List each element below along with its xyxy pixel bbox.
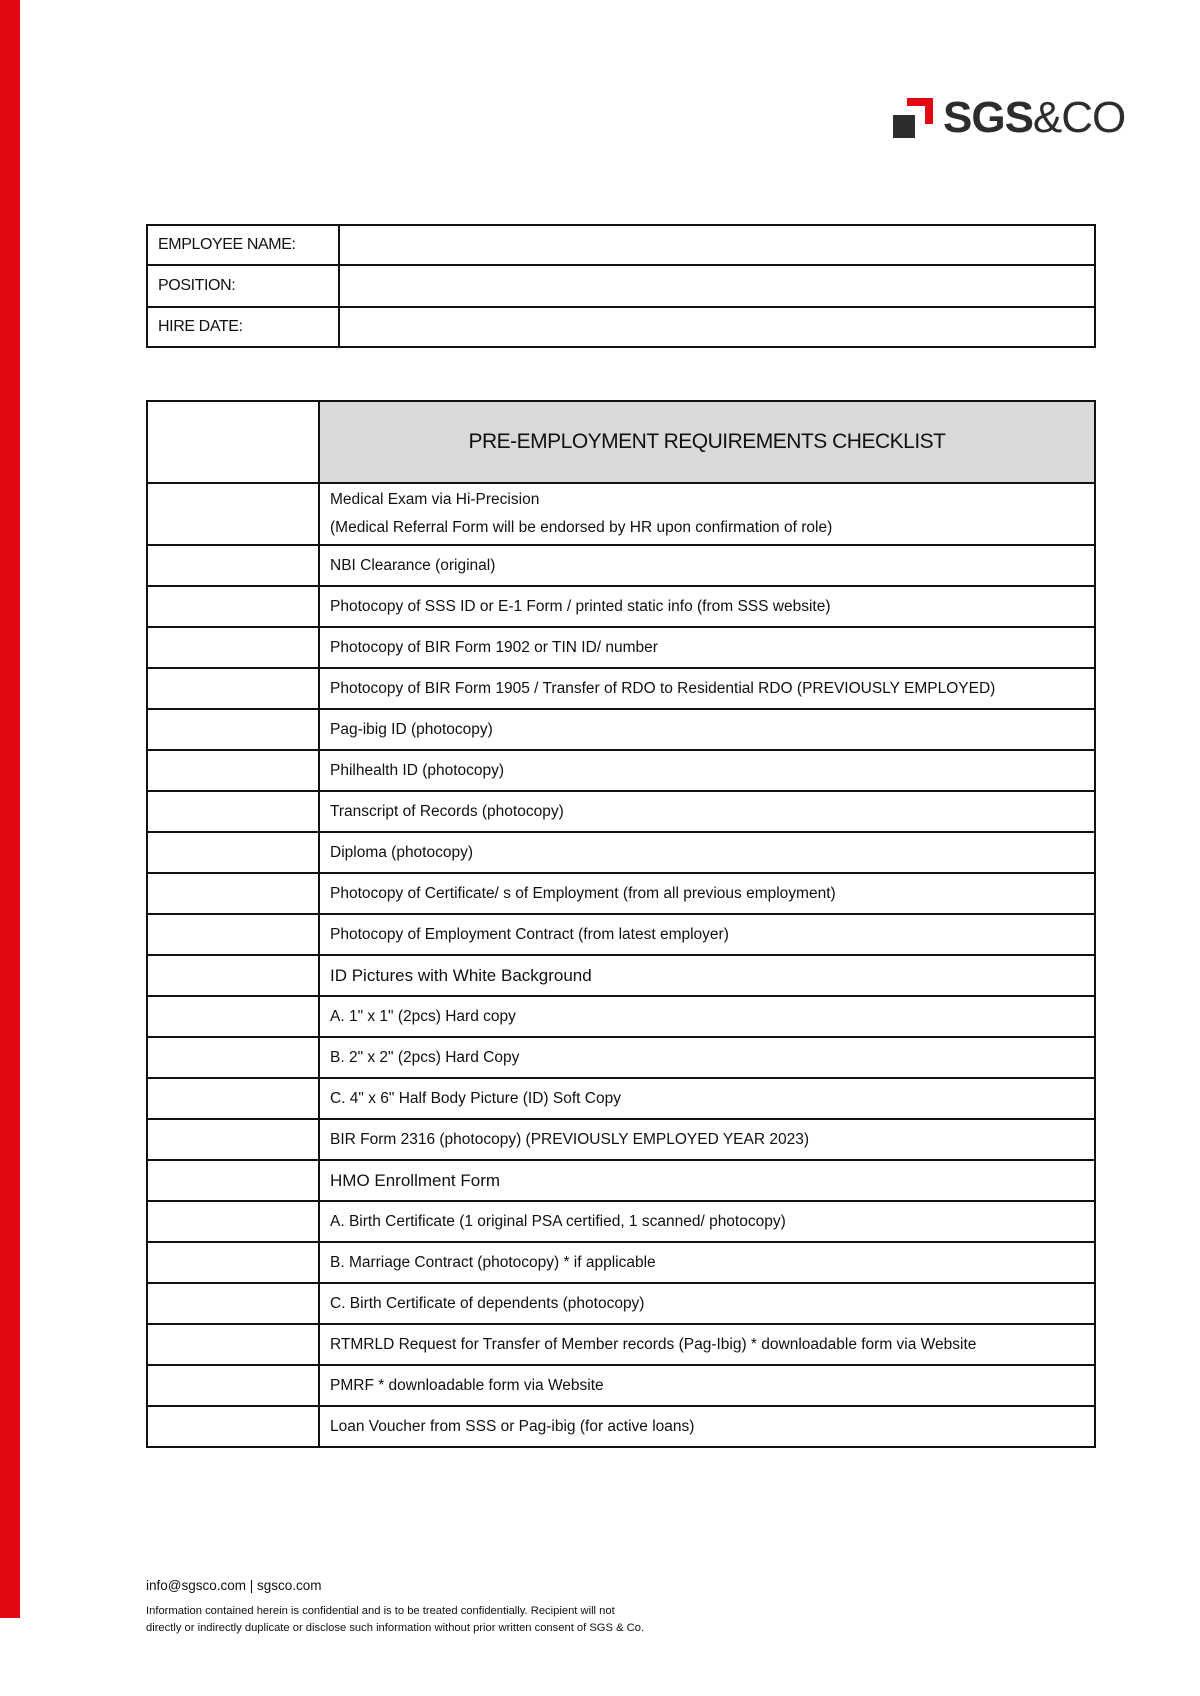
checklist-checkbox-cell[interactable] [147, 545, 319, 586]
checklist-item-label: Transcript of Records (photocopy) [330, 802, 564, 820]
footer-disclaimer [146, 1603, 644, 1637]
employee-info-label: EMPLOYEE NAME: [147, 225, 339, 265]
footer-contact[interactable]: info@sgsco.com | sgsco.com [146, 1578, 322, 1593]
checklist-checkbox-cell[interactable] [147, 1365, 319, 1406]
checklist-row [147, 1324, 1095, 1365]
checklist-item-label: A. 1" x 1" (2pcs) Hard copy [330, 1007, 516, 1025]
checklist-checkbox-cell[interactable] [147, 750, 319, 791]
checklist-item-label: BIR Form 2316 (photocopy) (PREVIOUSLY EMPLOYED YEAR 2023) [330, 1130, 809, 1148]
checklist-item-label: Medical Exam via Hi-Precision [330, 491, 540, 508]
checklist-item [319, 996, 1095, 1037]
checklist-checkbox-cell[interactable] [147, 1119, 319, 1160]
checklist-item [319, 545, 1095, 586]
checklist-row [147, 1201, 1095, 1242]
checklist-row [147, 873, 1095, 914]
checklist-item [319, 873, 1095, 914]
checklist-item [319, 791, 1095, 832]
company-logo [893, 93, 1126, 142]
logo-mark-icon [893, 98, 933, 138]
checklist-row [147, 791, 1095, 832]
disclaimer-line-2: directly or indirectly duplicate or disclose such information without prior written consent of SGS & Co. [146, 1622, 645, 1634]
checklist-item [319, 1406, 1095, 1447]
checklist-checkbox-cell[interactable] [147, 1283, 319, 1324]
checklist-checkbox-cell[interactable] [147, 1242, 319, 1283]
checklist-item [319, 586, 1095, 627]
checklist-row [147, 955, 1095, 996]
checklist-item-label: Diploma (photocopy) [330, 843, 474, 861]
checklist-item-label: Photocopy of Employment Contract (from latest employer) [330, 925, 729, 943]
requirements-checklist-table [146, 400, 1096, 1448]
employee-info-row [147, 225, 1095, 265]
checklist-row [147, 483, 1095, 545]
checklist-item-label: A. Birth Certificate (1 original PSA certified, 1 scanned/ photocopy) [330, 1212, 786, 1230]
checklist-header-row [147, 401, 1095, 483]
checklist-checkbox-cell[interactable] [147, 1406, 319, 1447]
employee-info-label: HIRE DATE: [147, 307, 339, 347]
checklist-row [147, 668, 1095, 709]
checklist-item [319, 1365, 1095, 1406]
checklist-item-label: Pag-ibig ID (photocopy) [330, 720, 493, 738]
checklist-row [147, 1283, 1095, 1324]
checklist-row [147, 914, 1095, 955]
checklist-row [147, 1160, 1095, 1201]
checklist-item-label: C. Birth Certificate of dependents (photocopy) [330, 1294, 645, 1312]
checklist-item [319, 668, 1095, 709]
logo-brand: SGS [943, 93, 1033, 142]
checklist-checkbox-cell[interactable] [147, 627, 319, 668]
employee-info-row [147, 307, 1095, 347]
checklist-checkbox-cell[interactable] [147, 668, 319, 709]
checklist-item [319, 1037, 1095, 1078]
checklist-item [319, 1119, 1095, 1160]
checklist-checkbox-cell[interactable] [147, 1078, 319, 1119]
left-accent-bar [0, 0, 20, 1618]
checklist-item [319, 914, 1095, 955]
checklist-checkbox-cell[interactable] [147, 1160, 319, 1201]
checklist-item-label: Philhealth ID (photocopy) [330, 761, 505, 779]
employee-info-field[interactable] [339, 265, 1095, 307]
checklist-item-label: NBI Clearance (original) [330, 556, 496, 574]
checklist-item-label: HMO Enrollment Form [330, 1170, 501, 1190]
checklist-row [147, 1119, 1095, 1160]
checklist-row [147, 1406, 1095, 1447]
checklist-item-label: Photocopy of BIR Form 1905 / Transfer of RDO to Residential RDO (PREVIOUSLY EMPLOYED) [330, 679, 996, 697]
checklist-row [147, 1078, 1095, 1119]
checklist-item-label: B. 2" x 2" (2pcs) Hard Copy [330, 1048, 520, 1066]
checklist-checkbox-cell[interactable] [147, 1324, 319, 1365]
checklist-item [319, 832, 1095, 873]
logo-wordmark [943, 93, 1126, 142]
checklist-header-blank [147, 401, 319, 483]
checklist-item-label: Loan Voucher from SSS or Pag-ibig (for active loans) [330, 1417, 695, 1435]
checklist-checkbox-cell[interactable] [147, 1201, 319, 1242]
checklist-row [147, 750, 1095, 791]
checklist-item-label: PMRF * downloadable form via Website [330, 1376, 604, 1394]
checklist-item-note: (Medical Referral Form will be endorsed by HR upon confirmation of role) [330, 519, 833, 536]
checklist-checkbox-cell[interactable] [147, 791, 319, 832]
employee-info-label: POSITION: [147, 265, 339, 307]
checklist-checkbox-cell[interactable] [147, 873, 319, 914]
checklist-item-label: RTMRLD Request for Transfer of Member records (Pag-Ibig) * downloadable form via Website [330, 1335, 977, 1353]
checklist-item [319, 709, 1095, 750]
checklist-checkbox-cell[interactable] [147, 709, 319, 750]
checklist-checkbox-cell[interactable] [147, 832, 319, 873]
checklist-item-label: Photocopy of SSS ID or E-1 Form / printed static info (from SSS website) [330, 597, 831, 615]
checklist-row [147, 627, 1095, 668]
checklist-item-label: B. Marriage Contract (photocopy) * if applicable [330, 1253, 656, 1271]
employee-info-field[interactable] [339, 307, 1095, 347]
checklist-checkbox-cell[interactable] [147, 914, 319, 955]
checklist-item [319, 483, 1095, 545]
disclaimer-line-1: Information contained herein is confidential and is to be treated confidentially. Recipient will not [146, 1605, 615, 1617]
employee-info-table [146, 224, 1096, 348]
checklist-row [147, 1242, 1095, 1283]
checklist-item [319, 955, 1095, 996]
checklist-item [319, 1283, 1095, 1324]
checklist-checkbox-cell[interactable] [147, 996, 319, 1037]
checklist-row [147, 545, 1095, 586]
checklist-checkbox-cell[interactable] [147, 1037, 319, 1078]
logo-suffix: &CO [1032, 93, 1126, 142]
checklist-item [319, 1201, 1095, 1242]
checklist-item-label: Photocopy of BIR Form 1902 or TIN ID/ number [330, 638, 658, 656]
checklist-item [319, 1242, 1095, 1283]
checklist-row [147, 586, 1095, 627]
checklist-item [319, 1160, 1095, 1201]
checklist-row [147, 1037, 1095, 1078]
checklist-item [319, 1078, 1095, 1119]
checklist-item [319, 1324, 1095, 1365]
checklist-title: PRE-EMPLOYMENT REQUIREMENTS CHECKLIST [319, 401, 1095, 483]
checklist-checkbox-cell[interactable] [147, 586, 319, 627]
employee-info-row [147, 265, 1095, 307]
checklist-item [319, 627, 1095, 668]
checklist-item-label: C. 4" x 6" Half Body Picture (ID) Soft Copy [330, 1089, 621, 1107]
checklist-item-label: ID Pictures with White Background [330, 965, 592, 985]
employee-info-field[interactable] [339, 225, 1095, 265]
page-footer [146, 1578, 644, 1637]
checklist-item-label: Photocopy of Certificate/ s of Employment (from all previous employment) [330, 884, 836, 902]
checklist-item [319, 750, 1095, 791]
checklist-row [147, 996, 1095, 1037]
checklist-checkbox-cell[interactable] [147, 955, 319, 996]
checklist-checkbox-cell[interactable] [147, 483, 319, 545]
checklist-row [147, 709, 1095, 750]
checklist-row [147, 1365, 1095, 1406]
checklist-row [147, 832, 1095, 873]
